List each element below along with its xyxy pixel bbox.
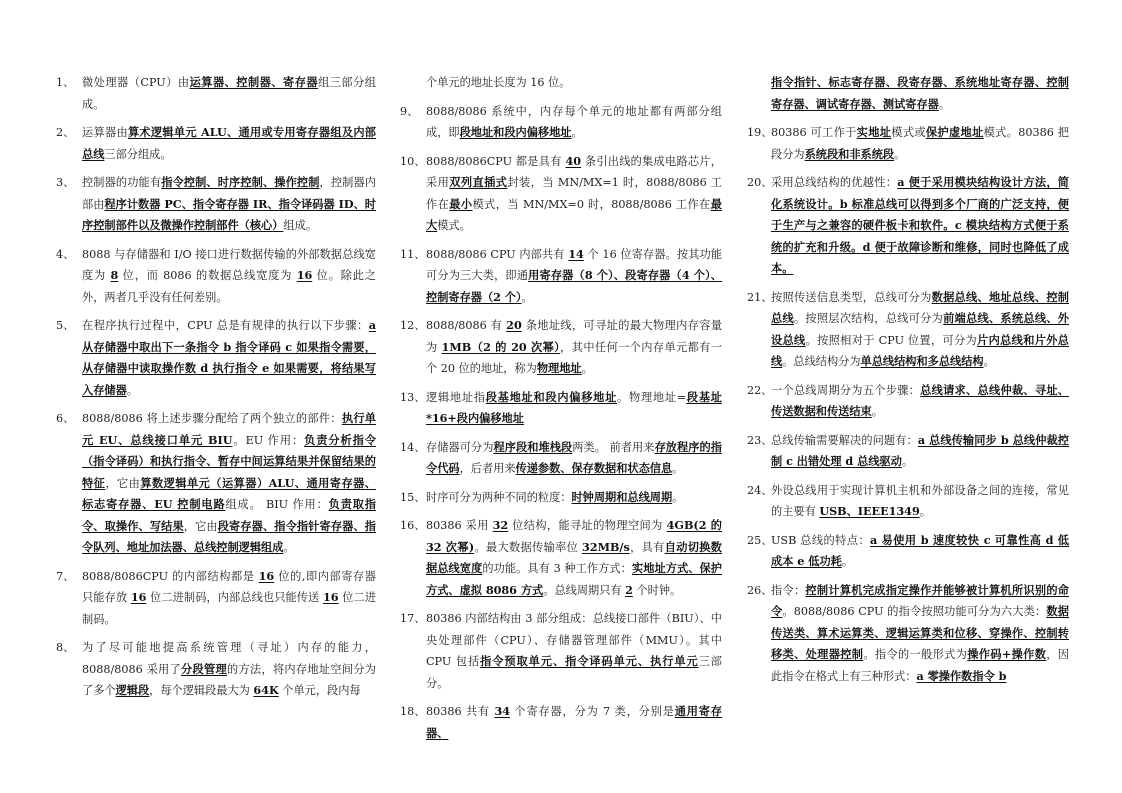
key-answer: a 从存储器中取出下一条指令 b 指令译码 c 如果指令需要，从存储器中读取操作数 d 执行指令 e 如果需要，将结果写入存储器 — [82, 318, 376, 397]
body-text: 个时钟。 — [632, 583, 682, 597]
key-answer: 16 — [296, 268, 313, 282]
body-text: ，控制器内部由 — [82, 176, 376, 211]
body-text: 。 — [672, 462, 684, 475]
key-answer: 实地址方式、保护方式、虚拟 8086 方式 — [426, 561, 722, 597]
body-text: 80386 内部结构由 3 部分组成：总线接口部件（BIU）、中央处理部件（CPU）、存储器管理部件（MMU）。其中 CPU 包括 — [426, 612, 722, 668]
key-answer: 段基地址和段内偏移地址 — [485, 389, 618, 404]
item-text — [426, 387, 722, 430]
column-middle — [400, 72, 722, 751]
key-answer: 段地址和段内偏移地址 — [459, 125, 572, 139]
body-text: 条地址线，可寻址的最大物理内存容量为 — [426, 319, 723, 354]
body-text: 。 — [983, 355, 995, 368]
key-answer: 通用寄存器、 — [426, 704, 722, 740]
key-answer: 段寄存器、指令指针寄存器、指令队列、地址加法器、总线控制逻辑组成 — [82, 518, 376, 554]
body-text: 在程序执行过程中，CPU 总是有规律的执行以下步骤： — [82, 319, 369, 332]
key-answer: 控制计算机完成指定操作并能够被计算机所识别的命令 — [771, 582, 1069, 618]
item-number: 22、 — [747, 383, 773, 397]
body-text: 位结构，能寻址的物理空间为 — [508, 519, 667, 532]
item-number: 12、 — [400, 319, 426, 332]
item-number: 9、 — [400, 104, 419, 118]
body-text: 。总线周期只有 — [543, 583, 626, 597]
list-item — [56, 122, 376, 165]
list-item — [400, 387, 722, 430]
key-answer: 算数逻辑单元（运算器）ALU、通用寄存器、标志寄存器、EU 控制电路 — [82, 475, 376, 511]
body-text: 80386 共有 — [426, 705, 495, 718]
body-text: 位二进制码，内部总线也只能传送 — [146, 591, 323, 604]
body-text: 8088/8086 CPU 内部共有 — [426, 247, 569, 261]
item-text — [771, 380, 1069, 423]
list-item — [400, 701, 722, 744]
key-answer: 总线请求、总线仲裁、寻址、传送数据和传送结束 — [771, 382, 1069, 418]
key-answer: 32 — [492, 518, 509, 532]
list-item — [747, 380, 1069, 423]
item-text — [82, 566, 376, 631]
body-text: 。 — [672, 490, 684, 504]
item-number: 24、 — [747, 483, 773, 497]
body-text: 指令： — [771, 583, 806, 597]
body-text: 组三部分组成。 — [82, 76, 376, 111]
item-text — [771, 580, 1069, 688]
key-answer: 最大 — [426, 196, 722, 232]
body-text: 。 — [581, 362, 593, 375]
list-item — [56, 566, 376, 631]
key-answer: 分段管理 — [181, 661, 227, 676]
key-answer: 34 — [494, 704, 511, 718]
item-number: 20、 — [747, 176, 773, 189]
body-text: 。指令的一般形式为 — [863, 648, 968, 661]
key-answer: 最小 — [449, 196, 473, 211]
body-text: 采用总线结构的优越性： — [771, 176, 898, 189]
item-number: 14、 — [400, 440, 426, 454]
key-answer: 段基址*16+段内偏移地址 — [426, 389, 722, 425]
list-item — [400, 151, 722, 237]
key-answer: 20 — [506, 318, 522, 332]
key-answer: 2 — [625, 582, 633, 597]
key-answer: 32MB/s — [582, 539, 630, 554]
item-number: 25、 — [747, 533, 773, 547]
body-text: 。按照相对于 CPU 位置，可分为 — [805, 333, 978, 347]
body-text: 总线传输需要解决的问题有： — [771, 433, 918, 447]
key-answer: 指令预取单元、指令译码单元、执行单元 — [480, 654, 699, 668]
body-text: 条引出线的集成电路芯片，采用 — [426, 154, 722, 189]
item-text — [771, 122, 1069, 165]
body-text: 位的,即内部寄存器只能存放 — [82, 569, 376, 604]
item-text — [771, 480, 1069, 523]
item-text — [426, 101, 722, 144]
body-text: 。 — [126, 383, 138, 397]
item-text — [82, 172, 376, 237]
item-text — [426, 701, 722, 744]
key-answer: 16 — [258, 568, 275, 583]
body-text: 8088/8086 有 — [426, 319, 507, 332]
body-text: 的方法，将内存地址空间分为了多个 — [82, 662, 376, 697]
body-text: ，它由 — [105, 476, 141, 490]
body-text: 。 — [871, 405, 883, 418]
item-number: 10、 — [400, 154, 426, 168]
key-answer: 用寄存器（8 个）、段寄存器（4 个）、控制寄存器（2 个） — [426, 268, 722, 304]
body-text: 个单元，段内每 — [278, 684, 361, 697]
continued-text — [771, 72, 1069, 115]
body-text: 按照传送信息类型，总线可分为 — [771, 290, 932, 304]
body-text: 。 — [521, 290, 533, 304]
key-answer: 8 — [110, 268, 119, 282]
list-item — [56, 244, 376, 309]
key-answer: 14 — [568, 246, 584, 261]
item-text — [771, 172, 1069, 280]
list-item — [400, 515, 722, 601]
key-answer: 40 — [565, 153, 582, 168]
key-answer: 1MB（2 的 20 次幂） — [441, 339, 561, 354]
body-text: 个寄存器，分为 7 类，分别是 — [510, 705, 675, 718]
item-text — [82, 72, 376, 115]
item-number: 1、 — [56, 76, 75, 89]
key-answer: 指令指针、标志寄存器、段寄存器、系统地址寄存器、控制寄存器、调试寄存器、测试寄存器 — [771, 75, 1069, 111]
key-answer: 实地址 — [856, 125, 892, 139]
key-answer: 单总线结构和多总线结构 — [860, 354, 984, 368]
item-number: 21、 — [747, 290, 773, 304]
body-text: 逻辑地址指 — [426, 390, 486, 404]
item-number: 16、 — [400, 519, 426, 532]
body-text: 的功能。具有 3 种工作方式： — [482, 562, 632, 575]
body-text: 三部分组成。 — [104, 147, 172, 161]
list-item — [400, 101, 722, 144]
key-answer: 双列直插式 — [449, 175, 508, 189]
item-text — [82, 122, 376, 165]
list-item — [747, 580, 1069, 688]
body-text: ，每个逻辑段最大为 — [149, 684, 254, 697]
key-answer: 程序计数器 PC、指令寄存器 IR、指令译码器 ID、时序控制部件以及微操作控制部件（核心） — [82, 196, 376, 232]
body-text: 一个总线周期分为五个步骤： — [771, 383, 921, 397]
item-text — [82, 315, 376, 401]
key-answer: a 总线传输同步 b 总线仲裁控制 c 出错处理 d 总线驱动 — [771, 432, 1069, 468]
key-answer: a 便于采用模块结构设计方法，简化系统设计。b 标准总线可以得到多个厂商的广泛支持，便于生产与之兼容的硬件板卡和软件。c 模块结构方式便于系统的扩充和升级。d 便于故障诊断和维修，同时也降低了成本。 — [771, 175, 1069, 275]
body-text: 。EU 作用： — [232, 433, 305, 447]
body-text: 模式或 — [891, 126, 926, 139]
body-text: 8088/8086 系统中，内存每个单元的地址都有两部分组成，即 — [426, 104, 722, 139]
body-text: 。总线结构分为 — [782, 355, 861, 368]
item-text — [771, 287, 1069, 373]
item-number: 13、 — [400, 390, 426, 404]
key-answer: 片内总线和片外总线 — [771, 332, 1069, 368]
item-number: 3、 — [56, 176, 75, 189]
body-text: 控制器的功能有 — [82, 176, 162, 189]
key-answer: 数据传送类、算术运算类、逻辑运算类和位移、穿操作、控制转移类、处理器控制 — [771, 604, 1069, 661]
item-text — [82, 408, 376, 559]
item-text — [426, 315, 722, 380]
body-text: 。 — [919, 505, 931, 518]
item-number: 6、 — [56, 412, 75, 425]
body-text: 。 — [938, 97, 951, 111]
body-text: 位，而 8086 的数据总线宽度为 — [118, 269, 297, 282]
key-answer: 16 — [323, 590, 339, 604]
list-item — [56, 408, 376, 559]
body-text: 。 — [841, 555, 854, 568]
item-text — [426, 515, 722, 601]
item-number: 15、 — [400, 490, 426, 504]
body-text: 。 — [901, 455, 914, 468]
key-answer: 传递参数、保存数据和状态信息 — [515, 461, 673, 475]
list-item — [747, 430, 1069, 473]
body-text: 。物理地址= — [617, 390, 687, 404]
key-answer: 存放程序的指令代码 — [426, 439, 722, 475]
key-answer: 负责分析指令（指令译码）和执行指令、暂存中间运算结果并保留结果的特征 — [82, 432, 376, 490]
body-text: ，后者用来 — [459, 462, 516, 475]
key-answer: 执行单元 EU、总线接口单元 BIU — [82, 411, 376, 447]
list-item — [747, 122, 1069, 165]
key-answer: 4GB(2 的 32 次幂) — [426, 518, 722, 554]
item-text — [426, 437, 722, 480]
item-number: 4、 — [56, 247, 75, 261]
body-text: 8088/8086CPU 都是具有 — [426, 154, 566, 168]
key-answer: a 易使用 b 速度较快 c 可靠性高 d 低成本 e 低功耗 — [771, 532, 1069, 568]
key-answer: 算术逻辑单元 ALU、通用或专用寄存器组及内部总线 — [82, 125, 376, 161]
column-left — [56, 72, 376, 709]
list-item — [747, 530, 1069, 573]
key-answer: 时钟周期和总线周期 — [571, 489, 673, 504]
list-item — [400, 487, 722, 509]
key-answer: 16 — [130, 590, 147, 604]
body-text: 。 — [894, 147, 906, 161]
continued-text — [426, 72, 722, 94]
item-number: 18、 — [400, 705, 426, 718]
body-text: 组成。 BIU 作用： — [225, 498, 329, 511]
list-item — [56, 315, 376, 401]
item-number: 2、 — [56, 126, 75, 139]
item-text — [426, 244, 722, 309]
body-text: 。8088/8086 CPU 的指令按照功能可分为六大类： — [782, 605, 1047, 618]
body-text: 封装，当 MN/MX=1 时，8088/8086 工作在 — [426, 176, 722, 211]
body-text: USB 总线的特点： — [771, 533, 871, 547]
body-text: 8088/8086 将上述步骤分配给了两个独立的部件： — [82, 412, 342, 425]
item-text — [82, 637, 376, 702]
list-item — [400, 244, 722, 309]
key-answer: 系统段和非系统段 — [804, 146, 895, 161]
body-text: 80386 可工作于 — [771, 126, 857, 139]
body-text: 8088 与存储器和 I/O 接口进行数据传输的外部数据总线宽度为 — [82, 247, 376, 282]
body-text: 位。除此之外，两者几乎没有任何差别。 — [82, 269, 376, 304]
item-number: 8、 — [56, 641, 75, 654]
item-text — [82, 244, 376, 309]
list-item — [400, 315, 722, 380]
column-right — [747, 72, 1069, 694]
key-answer: 操作码+操作数 — [967, 647, 1047, 661]
body-text: 外设总线用于实现计算机主机和外部设备之间的连接，常见的主要有 — [771, 483, 1069, 518]
key-answer: 物理地址 — [536, 361, 582, 375]
body-text: 80386 采用 — [426, 519, 493, 532]
body-text: 为了尽可能地提高系统管理（寻址）内存的能力，8088/8086 采用了 — [82, 641, 376, 676]
key-answer: 64K — [253, 683, 279, 697]
key-answer: 数据总线、地址总线、控制总线 — [771, 289, 1069, 325]
list-item — [400, 608, 722, 694]
key-answer: 指令控制、时序控制、操作控制 — [161, 175, 320, 189]
key-answer: 运算器、控制器、寄存器 — [189, 75, 319, 89]
body-text: ，其中任何一个内存单元都有一个 20 位的地址，称为 — [426, 340, 722, 375]
item-number: 5、 — [56, 319, 75, 332]
key-answer: USB、IEEE1349 — [819, 504, 920, 518]
key-answer: a 零操作数指令 b — [916, 668, 1007, 683]
body-text: 微处理器（CPU）由 — [82, 76, 190, 89]
key-answer: 程序段和堆栈段 — [493, 439, 573, 454]
list-item — [56, 172, 376, 237]
body-text: 两类。 前者用来 — [572, 440, 655, 454]
list-item — [747, 287, 1069, 373]
body-text: 位二进制码。 — [82, 591, 376, 626]
item-text — [771, 430, 1069, 473]
key-answer: 逻辑段 — [115, 683, 150, 697]
list-item — [56, 637, 376, 702]
body-text: 。 — [571, 126, 583, 139]
item-number: 11、 — [400, 247, 426, 261]
key-answer: 负责取指令、取操作、写结果 — [82, 497, 376, 533]
key-answer: 保护虚地址 — [925, 125, 984, 139]
item-text — [426, 608, 722, 694]
body-text: 存储器可分为 — [426, 440, 494, 454]
body-text: ，它由 — [183, 519, 218, 533]
item-text — [426, 487, 722, 509]
item-number: 19、 — [747, 126, 773, 139]
list-item — [400, 437, 722, 480]
key-answer: 自动切换数据总线宽度 — [426, 539, 722, 575]
body-text: ，因此指令在格式上有三种形式： — [771, 648, 1069, 683]
list-item — [747, 172, 1069, 280]
body-text: 运算器由 — [82, 126, 128, 139]
body-text: 模式。 — [437, 219, 471, 232]
key-answer: 前端总线、系统总线、外设总线 — [771, 311, 1069, 347]
item-number: 23、 — [747, 433, 773, 447]
list-item — [747, 480, 1069, 523]
body-text: 组成。 — [283, 219, 317, 232]
body-text: 模式，当 MN/MX=0 时，8088/8086 工作在 — [472, 197, 711, 211]
item-number: 26、 — [747, 583, 773, 597]
item-text — [771, 530, 1069, 573]
body-text: 个 16 位寄存器。按其功能可分为三大类，即通 — [426, 247, 723, 282]
body-text: 。最大数据传输率位 — [474, 540, 583, 554]
body-text: 。 — [283, 541, 295, 554]
body-text: 三部分。 — [426, 655, 722, 690]
item-number: 7、 — [56, 569, 75, 583]
item-number: 17、 — [400, 612, 426, 625]
list-item — [56, 72, 376, 115]
body-text: ，具有 — [629, 540, 665, 554]
body-text: 模式。80386 把段分为 — [771, 126, 1069, 161]
body-text: 个单元的地址长度为 16 位。 — [426, 76, 571, 89]
body-text: 时序可分为两种不同的粒度： — [426, 490, 572, 504]
item-text — [426, 151, 722, 237]
body-text: 8088/8086CPU 的内部结构都是 — [82, 569, 259, 583]
body-text: 。按照层次结构，总线可分为 — [793, 312, 944, 325]
